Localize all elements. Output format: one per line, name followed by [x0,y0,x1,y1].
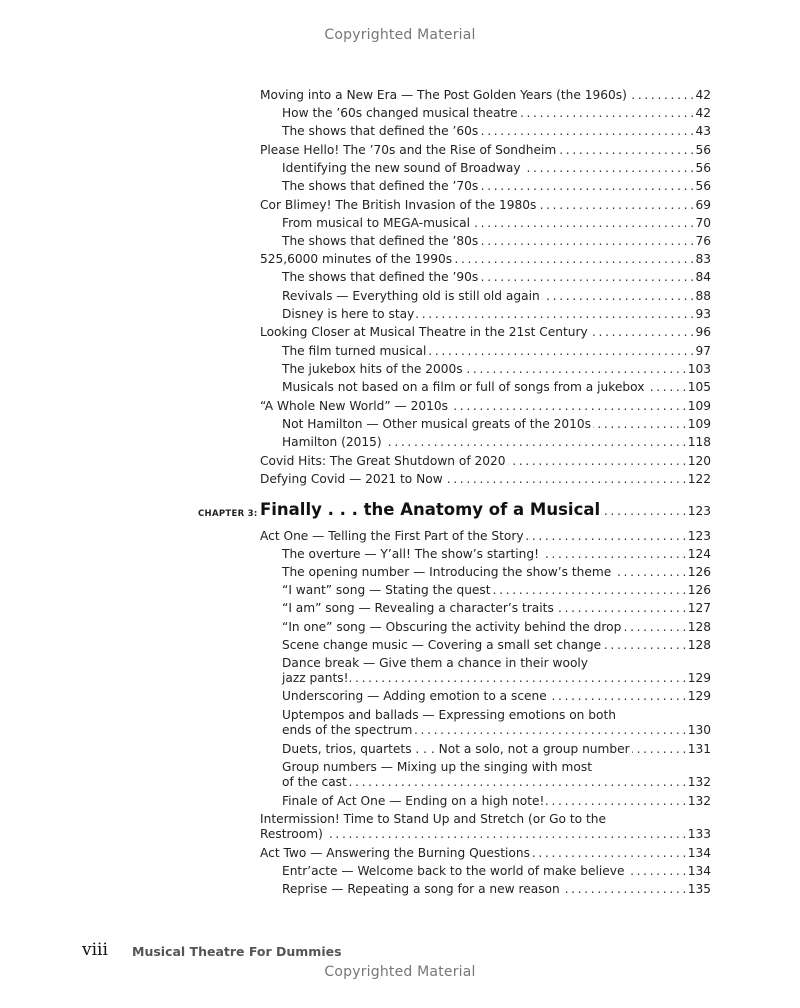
leader-dots [450,397,686,415]
toc-entry-page: 118 [687,435,711,449]
toc-entry-label: Restroom) [260,827,323,841]
toc-entry[interactable] [282,378,711,396]
toc-entry-page: 84 [695,270,711,284]
toc-entry-page: 122 [687,472,711,486]
leader-dots [590,323,694,341]
leader-dots [558,141,693,159]
toc-entry[interactable] [260,196,711,214]
toc-entry-label: How the ’60s changed musical theatre [282,106,518,120]
toc-entry-page: 128 [687,620,711,634]
toc-entry[interactable] [282,862,711,880]
toc-entry-label: The jukebox hits of the 2000s [282,362,463,376]
toc-entry-page: 88 [695,289,711,303]
toc-entry-label-line1: Group numbers — Mixing up the singing with most [282,760,592,774]
leader-dots [538,196,693,214]
leader-dots [493,581,686,599]
toc-entry-label: Not Hamilton — Other musical greats of the 2010s [282,417,591,431]
leader-dots [414,721,685,739]
toc-entry-page: 124 [687,547,711,561]
toc-entry-label: Act One — Telling the First Part of the Story [260,529,524,543]
toc-entry[interactable] [282,214,711,232]
toc-entry[interactable] [260,86,711,104]
leader-dots [623,618,685,636]
toc-entry-label: The shows that defined the ’80s [282,234,479,248]
running-footer-title: Musical Theatre For Dummies [132,944,342,959]
toc-entry-page: 69 [695,198,711,212]
toc-entry-page: 105 [687,380,711,394]
toc-entry-label: Entr’acte — Welcome back to the world of make believe [282,864,625,878]
leader-dots [532,844,686,862]
toc-entry[interactable] [282,581,711,599]
toc-entry-page: 126 [687,583,711,597]
toc-entry-label: 525,6000 minutes of the 1990s [260,252,453,266]
toc-entry-label: ends of the spectrum [282,723,413,737]
toc-entry[interactable] [260,397,711,415]
toc-entry[interactable] [282,636,711,654]
toc-entry-label: “I am” song — Revealing a character’s traits [282,601,554,615]
toc-entry[interactable] [282,177,711,195]
toc-entry-label: “I want” song — Stating the quest [282,583,491,597]
toc-entry[interactable] [282,880,711,898]
toc-entry-page: 70 [695,216,711,230]
toc-entry[interactable] [260,470,711,488]
leader-dots [445,470,686,488]
leader-dots [629,86,694,104]
watermark-top: Copyrighted Material [324,27,476,43]
toc-entry[interactable] [282,232,711,250]
toc-entry[interactable] [260,452,711,470]
toc-entry-page: 131 [687,742,711,756]
leader-dots [526,527,686,545]
toc-entry-page: 56 [695,143,711,157]
toc-entry[interactable] [282,687,711,705]
toc-entry[interactable] [282,563,711,581]
toc-entry-label: Reprise — Repeating a song for a new reason [282,882,560,896]
leader-dots [480,232,693,250]
toc-entry[interactable] [260,844,711,862]
toc-entry[interactable] [282,287,711,305]
toc-entry-label: “A Whole New World” — 2010s [260,399,448,413]
leader-dots [508,452,686,470]
leader-dots [416,305,693,323]
leader-dots [472,214,694,232]
toc-entry-page: 109 [687,417,711,431]
toc-entry[interactable] [282,415,711,433]
toc-entry-page: 130 [687,723,711,737]
toc-entry[interactable] [260,825,711,843]
toc-entry-label-line1: Dance break — Give them a chance in their wooly [282,656,589,670]
toc-entry-page: 123 [687,529,711,543]
toc-entry-label: Moving into a New Era — The Post Golden Years (the 1960s) [260,88,627,102]
leader-dots [593,415,686,433]
toc-entry-label: jazz pants! [282,671,349,685]
toc-entry-page: 127 [687,601,711,615]
chapter-page: 123 [687,504,711,518]
toc-entry-page: 83 [695,252,711,266]
leader-dots [546,792,685,810]
toc-entry-label: Finale of Act One — Ending on a high note! [282,794,545,808]
toc-entry-label-line1: Uptempos and ballads — Expressing emotions on both [282,708,616,722]
toc-entry-label: Underscoring — Adding emotion to a scene [282,689,547,703]
toc-entry-label: The shows that defined the ’70s [282,179,479,193]
toc-entry-label: From musical to MEGA-musical [282,216,470,230]
chapter-heading[interactable] [260,500,711,526]
toc-entry[interactable] [260,250,711,268]
leader-dots [520,104,694,122]
leader-dots [541,545,686,563]
leader-dots [350,669,685,687]
toc-entry[interactable] [282,360,711,378]
leader-dots [632,740,686,758]
toc-entry-label: The film turned musical [282,344,427,358]
toc-entry-label: Please Hello! The ’70s and the Rise of Sondheim [260,143,557,157]
toc-entry-label: Looking Closer at Musical Theatre in the 21st Century [260,325,588,339]
chapter-number: CHAPTER 3: [198,509,258,519]
toc-entry-page: 97 [695,344,711,358]
toc-entry[interactable] [282,599,711,617]
toc-entry[interactable] [282,122,711,140]
toc-entry-label: The overture — Y’all! The show’s starting! [282,547,539,561]
toc-entry-page: 133 [687,827,711,841]
toc-entry-page: 42 [695,88,711,102]
chapter-title: Finally . . . the Anatomy of a Musical [260,500,601,519]
toc-entry-page: 109 [687,399,711,413]
leader-dots [480,268,693,286]
toc-entry-label: The shows that defined the ’60s [282,124,479,138]
toc-entry-label: Identifying the new sound of Broadway [282,161,521,175]
leader-dots [556,599,686,617]
leader-dots [542,287,694,305]
toc-entry[interactable] [282,342,711,360]
toc-entry-label: Revivals — Everything old is still old again [282,289,540,303]
toc-entry[interactable] [260,323,711,341]
leader-dots [349,773,686,791]
toc-entry[interactable] [282,159,711,177]
leader-dots [613,563,686,581]
toc-entry-label: Musicals not based on a film or full of songs from a jukebox [282,380,645,394]
leader-dots [480,122,693,140]
toc-entry-page: 56 [695,179,711,193]
toc-entry[interactable] [282,305,711,323]
toc-entry-label: Cor Blimey! The British Invasion of the 1980s [260,198,537,212]
toc-entry-label: The shows that defined the ’90s [282,270,479,284]
toc-entry-page: 135 [687,882,711,896]
toc-entry-page: 134 [687,846,711,860]
toc-entry-label: Defying Covid — 2021 to Now [260,472,443,486]
toc-entry-label-line1: Intermission! Time to Stand Up and Stretch (or Go to the [260,812,606,826]
toc-entry[interactable] [282,669,711,687]
toc-entry-page: 132 [687,775,711,789]
leader-dots [428,342,693,360]
leader-dots [454,250,693,268]
toc-entry-label: Covid Hits: The Great Shutdown of 2020 [260,454,506,468]
toc-entry[interactable] [282,792,711,810]
toc-entry-label: Disney is here to stay [282,307,415,321]
toc-entry-page: 43 [695,124,711,138]
toc-entry-page: 129 [687,671,711,685]
leader-dots [602,504,686,518]
leader-dots [549,687,686,705]
toc-entry-page: 103 [687,362,711,376]
toc-entry-page: 129 [687,689,711,703]
toc-entry-label: Hamilton (2015) [282,435,382,449]
toc-entry[interactable] [282,545,711,563]
leader-dots [646,378,685,396]
toc-entry-page: 120 [687,454,711,468]
leader-dots [325,825,686,843]
leader-dots [465,360,686,378]
leader-dots [384,433,686,451]
toc-entry-page: 56 [695,161,711,175]
leader-dots [562,880,686,898]
page-number: viii [82,940,108,960]
watermark-bottom: Copyrighted Material [324,964,476,980]
toc-entry[interactable] [282,721,711,739]
leader-dots [627,862,686,880]
leader-dots [603,636,686,654]
toc-entry-page: 134 [687,864,711,878]
leader-dots [523,159,694,177]
toc-entry[interactable] [282,268,711,286]
toc-entry-page: 76 [695,234,711,248]
toc-entry-page: 42 [695,106,711,120]
toc-entry-label: “In one” song — Obscuring the activity behind the drop [282,620,622,634]
toc-entry-page: 128 [687,638,711,652]
toc-entry-page: 126 [687,565,711,579]
toc-entry-label: The opening number — Introducing the show’s theme [282,565,612,579]
toc-entry-label: Act Two — Answering the Burning Questions [260,846,530,860]
toc-entry[interactable] [282,104,711,122]
toc-entry[interactable] [260,141,711,159]
toc-entry-label: of the cast [282,775,347,789]
toc-entry[interactable] [282,740,711,758]
toc-entry-label: Duets, trios, quartets . . . Not a solo, not a group number [282,742,630,756]
toc-entry-label: Scene change music — Covering a small set change [282,638,602,652]
toc-entry[interactable] [260,527,711,545]
toc-entry-page: 132 [687,794,711,808]
toc-entry[interactable] [282,773,711,791]
toc-entry[interactable] [282,433,711,451]
toc-entry-page: 96 [695,325,711,339]
toc-entry-page: 93 [695,307,711,321]
leader-dots [480,177,693,195]
toc-entry[interactable] [282,618,711,636]
